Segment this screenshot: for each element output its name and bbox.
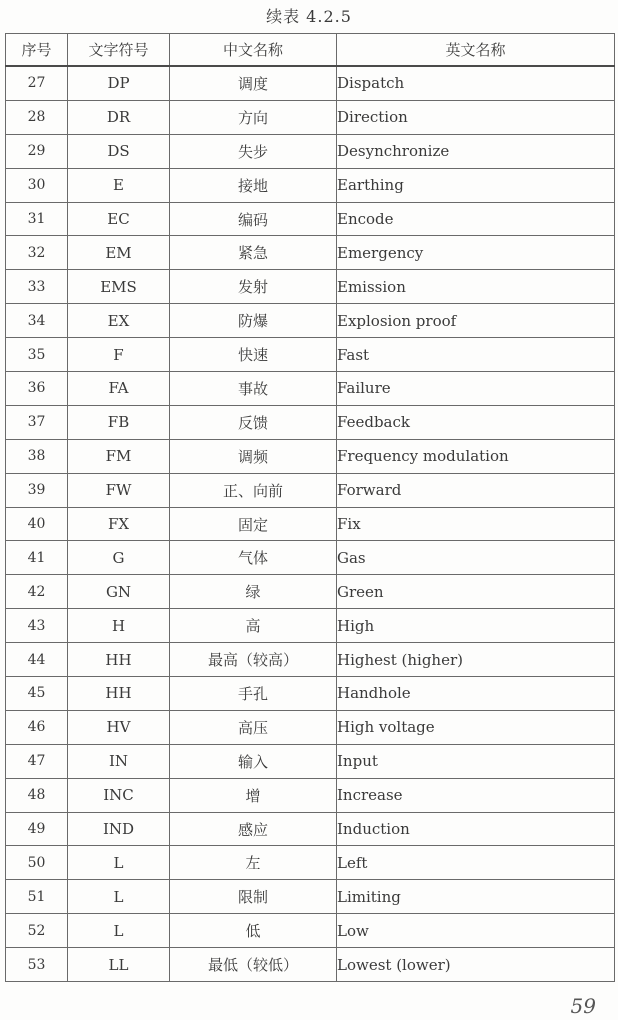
serial-number-cell: 51 [6,880,68,914]
table-row [6,338,615,372]
english-name-cell: Low [337,914,615,948]
chinese-name-cell: 发射 [170,270,337,304]
text-symbol-cell: L [68,914,170,948]
table-body [6,66,615,982]
text-symbol-cell: E [68,168,170,202]
text-symbol-cell: EC [68,202,170,236]
serial-number-cell: 28 [6,100,68,134]
table-row [6,439,615,473]
serial-number-cell: 40 [6,507,68,541]
serial-number-cell: 35 [6,338,68,372]
chinese-name-cell: 防爆 [170,304,337,338]
english-name-cell: Frequency modulation [337,439,615,473]
chinese-name-cell: 最低（较低） [170,948,337,982]
header-chinese-name: 中文名称 [170,34,337,67]
table-row [6,914,615,948]
table-row [6,236,615,270]
serial-number-cell: 49 [6,812,68,846]
english-name-cell: Feedback [337,405,615,439]
serial-number-cell: 31 [6,202,68,236]
table-row [6,405,615,439]
table-row [6,473,615,507]
text-symbol-cell: EM [68,236,170,270]
chinese-name-cell: 手孔 [170,677,337,711]
serial-number-cell: 46 [6,710,68,744]
chinese-name-cell: 反馈 [170,405,337,439]
table-row [6,372,615,406]
serial-number-cell: 47 [6,744,68,778]
text-symbol-cell: DP [68,66,170,100]
chinese-name-cell: 低 [170,914,337,948]
english-name-cell: Dispatch [337,66,615,100]
table-row [6,134,615,168]
chinese-name-cell: 高 [170,609,337,643]
chinese-name-cell: 高压 [170,710,337,744]
chinese-name-cell: 方向 [170,100,337,134]
english-name-cell: Fast [337,338,615,372]
table-row [6,541,615,575]
table-row [6,948,615,982]
text-symbol-cell: H [68,609,170,643]
table-caption: 续表 4.2.5 [266,7,352,26]
english-name-cell: Lowest (lower) [337,948,615,982]
text-symbol-cell: G [68,541,170,575]
english-name-cell: Gas [337,541,615,575]
serial-number-cell: 30 [6,168,68,202]
english-name-cell: Green [337,575,615,609]
table-row [6,270,615,304]
serial-number-cell: 50 [6,846,68,880]
english-name-cell: High voltage [337,710,615,744]
page-number: 59 [570,994,596,1018]
text-symbol-cell: EX [68,304,170,338]
english-name-cell: Fix [337,507,615,541]
text-symbol-cell: GN [68,575,170,609]
table-row [6,812,615,846]
text-symbol-cell: HH [68,677,170,711]
serial-number-cell: 44 [6,643,68,677]
text-symbol-cell: INC [68,778,170,812]
chinese-name-cell: 固定 [170,507,337,541]
serial-number-cell: 36 [6,372,68,406]
chinese-name-cell: 气体 [170,541,337,575]
english-name-cell: Highest (higher) [337,643,615,677]
english-name-cell: Handhole [337,677,615,711]
symbol-table [5,33,615,982]
table-row [6,643,615,677]
text-symbol-cell: FW [68,473,170,507]
header-serial-number: 序号 [6,34,68,67]
serial-number-cell: 52 [6,914,68,948]
english-name-cell: Induction [337,812,615,846]
table-row [6,100,615,134]
serial-number-cell: 29 [6,134,68,168]
english-name-cell: Desynchronize [337,134,615,168]
english-name-cell: Limiting [337,880,615,914]
text-symbol-cell: FX [68,507,170,541]
serial-number-cell: 42 [6,575,68,609]
serial-number-cell: 39 [6,473,68,507]
chinese-name-cell: 增 [170,778,337,812]
english-name-cell: Left [337,846,615,880]
chinese-name-cell: 紧急 [170,236,337,270]
chinese-name-cell: 限制 [170,880,337,914]
table-row [6,304,615,338]
serial-number-cell: 32 [6,236,68,270]
english-name-cell: Encode [337,202,615,236]
text-symbol-cell: HV [68,710,170,744]
table-row [6,66,615,100]
english-name-cell: Increase [337,778,615,812]
chinese-name-cell: 调度 [170,66,337,100]
text-symbol-cell: IN [68,744,170,778]
chinese-name-cell: 编码 [170,202,337,236]
serial-number-cell: 37 [6,405,68,439]
chinese-name-cell: 最高（较高） [170,643,337,677]
text-symbol-cell: FM [68,439,170,473]
english-name-cell: Forward [337,473,615,507]
table-row [6,168,615,202]
text-symbol-cell: F [68,338,170,372]
table-row [6,609,615,643]
chinese-name-cell: 失步 [170,134,337,168]
chinese-name-cell: 左 [170,846,337,880]
table-row [6,677,615,711]
text-symbol-cell: L [68,880,170,914]
serial-number-cell: 48 [6,778,68,812]
serial-number-cell: 53 [6,948,68,982]
text-symbol-cell: DR [68,100,170,134]
table-row [6,744,615,778]
english-name-cell: Explosion proof [337,304,615,338]
table-row [6,778,615,812]
text-symbol-cell: LL [68,948,170,982]
english-name-cell: Emission [337,270,615,304]
english-name-cell: Direction [337,100,615,134]
serial-number-cell: 27 [6,66,68,100]
english-name-cell: Emergency [337,236,615,270]
serial-number-cell: 41 [6,541,68,575]
chinese-name-cell: 快速 [170,338,337,372]
serial-number-cell: 38 [6,439,68,473]
chinese-name-cell: 输入 [170,744,337,778]
chinese-name-cell: 调频 [170,439,337,473]
text-symbol-cell: DS [68,134,170,168]
chinese-name-cell: 绿 [170,575,337,609]
table-header-row [6,34,615,67]
english-name-cell: Input [337,744,615,778]
serial-number-cell: 34 [6,304,68,338]
english-name-cell: Failure [337,372,615,406]
serial-number-cell: 33 [6,270,68,304]
text-symbol-cell: FA [68,372,170,406]
text-symbol-cell: FB [68,405,170,439]
text-symbol-cell: IND [68,812,170,846]
serial-number-cell: 45 [6,677,68,711]
table-row [6,507,615,541]
chinese-name-cell: 接地 [170,168,337,202]
table-row [6,880,615,914]
table-row [6,202,615,236]
text-symbol-cell: HH [68,643,170,677]
chinese-name-cell: 事故 [170,372,337,406]
header-text-symbol: 文字符号 [68,34,170,67]
english-name-cell: High [337,609,615,643]
serial-number-cell: 43 [6,609,68,643]
table-row [6,846,615,880]
text-symbol-cell: EMS [68,270,170,304]
table-row [6,710,615,744]
header-english-name: 英文名称 [337,34,615,67]
table-row [6,575,615,609]
chinese-name-cell: 感应 [170,812,337,846]
english-name-cell: Earthing [337,168,615,202]
text-symbol-cell: L [68,846,170,880]
chinese-name-cell: 正、向前 [170,473,337,507]
